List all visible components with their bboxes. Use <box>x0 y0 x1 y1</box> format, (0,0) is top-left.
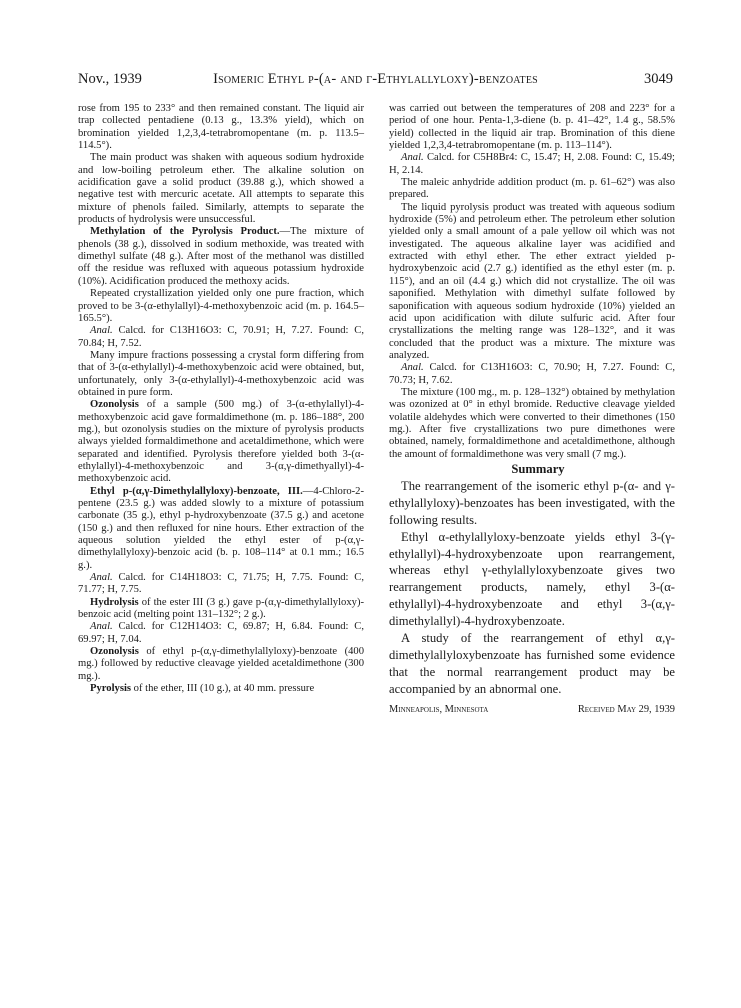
left-column <box>78 103 364 696</box>
paragraph-text: The main product was shaken with aqueous sodium hydroxide and low-boiling petroleum ether. The alkaline solution on acidification gave a solid product (39.88 g.), which showed a negative test with mercuric acetate. All attempts to separate this mixture of phenols failed. Similarly, attempts to separate the products of hydrolysis were unsuccessful. <box>78 152 364 226</box>
left-column-paragraph <box>78 288 364 325</box>
left-column-paragraph <box>78 646 364 683</box>
paragraph-text: The maleic anhydride addition product (m. p. 61–62°) was also prepared. <box>389 177 675 201</box>
run-in-heading: Methylation of the Pyrolysis Product. <box>90 226 280 238</box>
paragraph-text: Calcd. for C5H8Br4: C, 15.47; H, 2.08. Found: C, 15.49; H, 2.14. <box>389 152 675 176</box>
paragraph-text: Calcd. for C14H18O3: C, 71.75; H, 7.75. Found: C, 71.77; H, 7.75. <box>78 572 364 596</box>
run-in-heading: Hydrolysis <box>90 596 139 608</box>
run-in-heading: Pyrolysis <box>90 683 132 695</box>
right-column-paragraph <box>389 202 675 362</box>
left-column-paragraph <box>78 103 364 152</box>
summary-paragraph-3: A study of the rearrangement of ethyl α,γ-dimethylallyloxybenzoate has furnished some evidence that the normal rearrangement product may be accompanied by an abnormal one. <box>389 631 675 696</box>
paragraph-text: Calcd. for C13H16O3: C, 70.91; H, 7.27. Found: C, 70.84; H, 7.52. <box>78 325 364 349</box>
left-column-paragraph <box>78 350 364 399</box>
paragraph-text: of ethyl p-(α,γ-dimethylallyloxy)-benzoate (400 mg.) followed by reductive cleavage yielded acetaldimethone (300 mg.). <box>78 646 364 682</box>
right-column-paragraph <box>389 152 675 177</box>
left-column-paragraph <box>78 152 364 226</box>
paragraph-text: Many impure fractions possessing a crystal form differing from that of 3-(α-ethylallyl)-4-methoxybenzoic acid were obtained, but, unfortunately, only 3-(α-ethylallyl)-4-methoxybenzoic acid was obtained in pure form. <box>78 349 364 398</box>
left-column-paragraph <box>78 621 364 646</box>
paragraph-text: —4-Chloro-2-pentene (23.5 g.) was added slowly to a mixture of potassium carbonate (35 g.), ethyl p-hydroxybenzoate (37.5 g.) and acetone (150 g.) and then refluxed for nine hours. Ether extraction of the aqueous solution yielded the ethyl ester of p-(α,γ-dimethylallyloxy)-benzoic acid (b. p. 108–114° at 0.1 mm.; 16.5 g.). <box>78 485 364 571</box>
paragraph-text: —The mixture of phenols (38 g.), dissolved in sodium methoxide, was treated with dimethyl sulfate (48 g.). After most of the methanol was distilled off the residue was refluxed with aqueous potassium hydroxide (10%). Acidification produced the methoxy acids. <box>78 226 364 287</box>
author-location: Minneapolis, Minnesota <box>389 703 489 715</box>
left-column-paragraph <box>78 226 364 288</box>
summary-section <box>389 461 675 698</box>
paragraph-text: of a sample (500 mg.) of 3-(α-ethylallyl)-4-methoxybenzoic acid gave formaldimethone (m. p. 186–188°, 200 mg.), but ozonolysis studies on the mixture of pyrolysis products always yielded formaldimethone and acetaldimethone, which were separated and identified. Pyrolysis therefore yielded both 3-(α-ethylallyl)-4-methoxybenzoic and 3-(α,γ-dimethyallyl)-4-methoxybenzoic acid. <box>78 399 364 485</box>
paragraph-text: The mixture (100 mg., m. p. 128–132°) obtained by methylation was ozonized at 0° in ethyl bromide. Reductive cleavage yielded volatile aldehydes which were converted to their dimethones (150 mg.). After five crystallizations two pure dimethones were obtained, namely, formaldimethone and acetaldimethone, although the amount of formaldimethone was very small (7 mg.). <box>389 386 675 460</box>
right-column-body <box>389 103 675 461</box>
running-header <box>78 71 673 89</box>
right-column-paragraph <box>389 387 675 461</box>
paragraph-text: rose from 195 to 233° and then remained constant. The liquid air trap collected pentadiene (0.13 g., 13.3% yield), which on bromination yielded 1,2,3,4-tetrabromopentane (m. p. 113.5–114.5°). <box>78 103 364 152</box>
received-date: Received May 29, 1939 <box>577 703 675 715</box>
right-column-paragraph <box>389 103 675 152</box>
paragraph-text: The liquid pyrolysis product was treated with aqueous sodium hydroxide (5%) and petroleum ether. The petroleum ether solution yielded only a small amount of a pale yellow oil which was not investigated. The aqueous alkaline layer was acidified and extracted with ethyl ether. The ether extract yielded p-hydroxybenzoic acid (2.7 g.) identified as the ethyl ester (m. p. 115°), and an oil (4.4 g.) which did not crystallize. The oil was saponified. Methylation with dimethyl sulfate followed by saponification with aqueous sodium hydroxide (10%) yielded an acid upon acidification with dilute sulfuric acid. After four crystallizations the melting range was 128–132°, and it was concluded that the product was a mixture. The mixture was analyzed. <box>389 201 675 361</box>
right-column-paragraph <box>389 362 675 387</box>
running-title: Isomeric Ethyl p-(α- and γ-Ethylallyloxy)-benzoates <box>213 71 538 87</box>
analysis-label: Anal. <box>90 621 113 633</box>
paragraph-text: of the ether, III (10 g.), at 40 mm. pressure <box>131 683 315 695</box>
paragraph-text: Repeated crystallization yielded only one pure fraction, which proved to be 3-(α-ethylallyl)-4-methoxybenzoic acid (m. p. 164.5–165.5°). <box>78 288 364 324</box>
summary-heading: Summary <box>511 461 565 476</box>
analysis-label: Anal. <box>401 152 424 164</box>
left-column-paragraph <box>78 572 364 597</box>
article-footer <box>389 704 675 718</box>
page-number: 3049 <box>644 71 673 87</box>
journal-date: Nov., 1939 <box>78 71 142 87</box>
analysis-label: Anal. <box>90 572 113 584</box>
left-column-paragraph <box>78 486 364 572</box>
left-column-paragraph <box>78 597 364 622</box>
left-column-paragraph <box>78 683 364 695</box>
paragraph-text: Calcd. for C12H14O3: C, 69.87; H, 6.84. Found: C, 69.97; H, 7.04. <box>78 621 364 645</box>
left-column-paragraph <box>78 399 364 485</box>
run-in-heading: Ethyl p-(α,γ-Dimethylallyloxy)-benzoate, III. <box>90 485 303 497</box>
summary-paragraph-1: The rearrangement of the isomeric ethyl p-(α- and γ-ethylallyloxy)-benzoates has been investigated, with the following results. <box>389 478 675 527</box>
right-column-paragraph <box>389 177 675 202</box>
analysis-label: Anal. <box>401 362 424 374</box>
paragraph-text: of the ester III (3 g.) gave p-(α,γ-dimethylallyloxy)-benzoic acid (melting point 131–132°; 2 g.). <box>78 596 364 621</box>
summary-paragraph-2: Ethyl α-ethylallyloxy-benzoate yields ethyl 3-(γ-ethylallyl)-4-hydroxybenzoate upon rearrangement, whereas ethyl γ-ethylallyloxybenzoate gives two rearrangement products, namely, ethyl 3-(α-ethylallyl)-4-hydroxybenzoate and ethyl 3-(α,γ-dimethylallyl)-4-hydroxybenzoate. <box>389 529 675 629</box>
paragraph-text: Calcd. for C13H16O3: C, 70.90; H, 7.27. Found: C, 70.73; H, 7.62. <box>389 362 675 386</box>
analysis-label: Anal. <box>90 325 113 337</box>
run-in-heading: Ozonolysis <box>90 399 139 411</box>
left-column-paragraph <box>78 325 364 350</box>
right-column <box>389 103 675 718</box>
paragraph-text: was carried out between the temperatures of 208 and 223° for a period of one hour. Penta-1,3-diene (b. p. 41–42°, 1.4 g., 58.5% yield) collected in the liquid air trap. Bromination of this diene yielded 1,2,3,4-tetrabromopentane (m. p. 113–114°). <box>389 103 675 152</box>
run-in-heading: Ozonolysis <box>90 646 139 658</box>
